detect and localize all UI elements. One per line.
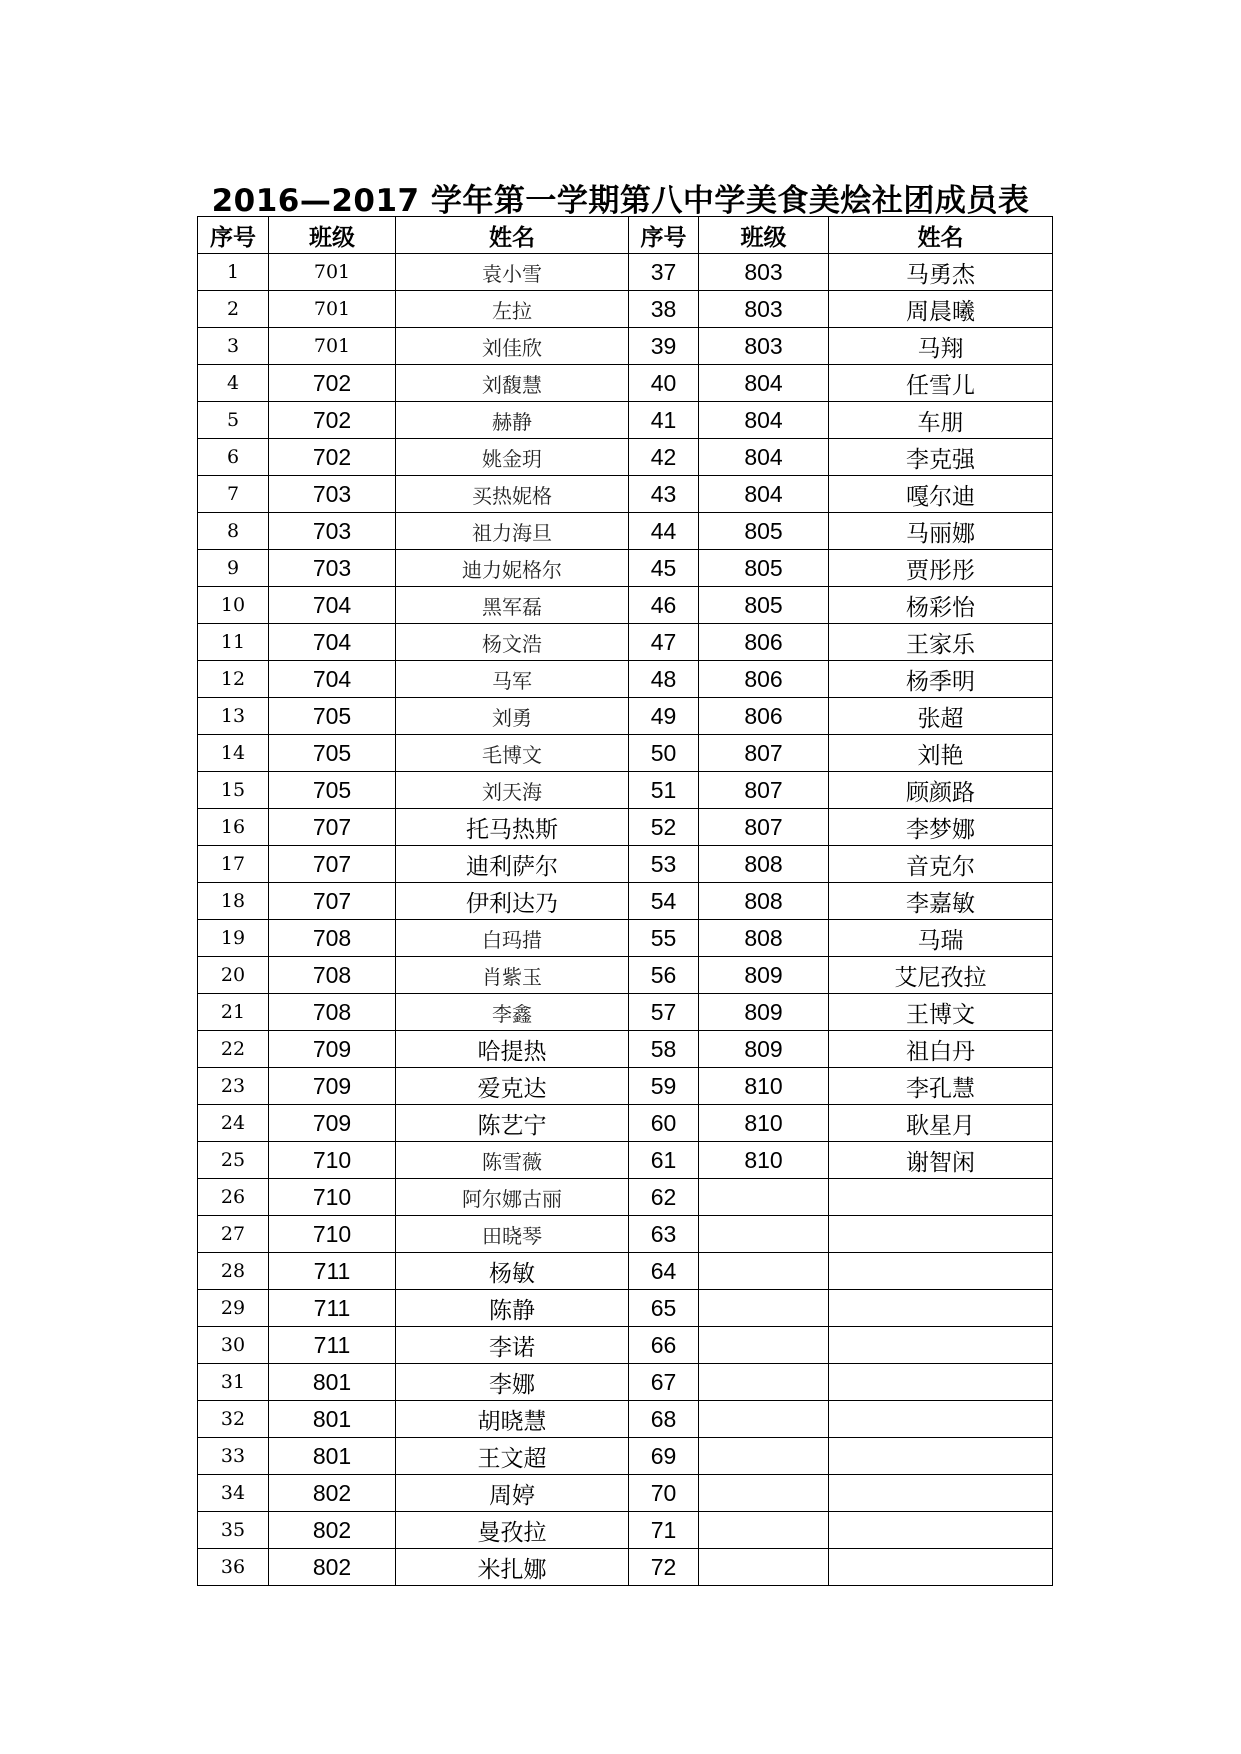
class-cell: 802 bbox=[269, 1475, 396, 1512]
seq-cell: 12 bbox=[198, 661, 269, 698]
seq-cell-right: 67 bbox=[629, 1364, 699, 1401]
name-cell-right: 音克尔 bbox=[829, 846, 1053, 883]
seq-cell: 3 bbox=[198, 328, 269, 365]
table-row bbox=[198, 1068, 1053, 1105]
class-cell-right: 803 bbox=[699, 328, 829, 365]
seq-cell: 27 bbox=[198, 1216, 269, 1253]
name-cell: 迪利萨尔 bbox=[396, 846, 629, 883]
seq-cell-right: 72 bbox=[629, 1549, 699, 1586]
name-cell: 李娜 bbox=[396, 1364, 629, 1401]
seq-cell-right: 53 bbox=[629, 846, 699, 883]
name-cell-right: 王博文 bbox=[829, 994, 1053, 1031]
table-row bbox=[198, 1142, 1053, 1179]
class-cell: 703 bbox=[269, 550, 396, 587]
class-cell-right: 803 bbox=[699, 291, 829, 328]
table-row bbox=[198, 1364, 1053, 1401]
class-cell: 801 bbox=[269, 1401, 396, 1438]
seq-cell-right: 47 bbox=[629, 624, 699, 661]
table-row bbox=[198, 1031, 1053, 1068]
document-title: 2016—2017 学年第一学期第八中学美食美烩社团成员表 bbox=[211, 182, 1030, 219]
name-cell: 左拉 bbox=[396, 291, 629, 328]
table-row bbox=[198, 1401, 1053, 1438]
header-seq-left: 序号 bbox=[198, 217, 269, 254]
seq-cell-right: 57 bbox=[629, 994, 699, 1031]
class-cell: 707 bbox=[269, 846, 396, 883]
class-cell: 708 bbox=[269, 957, 396, 994]
class-cell: 711 bbox=[269, 1327, 396, 1364]
class-cell: 702 bbox=[269, 402, 396, 439]
seq-cell-right: 52 bbox=[629, 809, 699, 846]
class-cell-right bbox=[699, 1401, 829, 1438]
seq-cell: 33 bbox=[198, 1438, 269, 1475]
table-row bbox=[198, 920, 1053, 957]
name-cell: 买热妮格 bbox=[396, 476, 629, 513]
table-row bbox=[198, 957, 1053, 994]
seq-cell: 6 bbox=[198, 439, 269, 476]
table-header-row bbox=[198, 217, 1053, 254]
name-cell: 刘馥慧 bbox=[396, 365, 629, 402]
seq-cell-right: 71 bbox=[629, 1512, 699, 1549]
name-cell-right bbox=[829, 1512, 1053, 1549]
class-cell-right: 805 bbox=[699, 513, 829, 550]
seq-cell: 1 bbox=[198, 254, 269, 291]
class-cell: 710 bbox=[269, 1216, 396, 1253]
class-cell-right: 808 bbox=[699, 846, 829, 883]
name-cell: 赫静 bbox=[396, 402, 629, 439]
class-cell: 802 bbox=[269, 1512, 396, 1549]
class-cell-right: 810 bbox=[699, 1142, 829, 1179]
table-row bbox=[198, 661, 1053, 698]
class-cell: 802 bbox=[269, 1549, 396, 1586]
name-cell-right: 谢智闲 bbox=[829, 1142, 1053, 1179]
seq-cell: 13 bbox=[198, 698, 269, 735]
table-row bbox=[198, 439, 1053, 476]
seq-cell: 5 bbox=[198, 402, 269, 439]
table-row bbox=[198, 587, 1053, 624]
seq-cell: 21 bbox=[198, 994, 269, 1031]
name-cell: 曼孜拉 bbox=[396, 1512, 629, 1549]
class-cell-right: 809 bbox=[699, 1031, 829, 1068]
class-cell: 707 bbox=[269, 883, 396, 920]
table-row bbox=[198, 1512, 1053, 1549]
name-cell-right: 贾彤彤 bbox=[829, 550, 1053, 587]
table-row bbox=[198, 1253, 1053, 1290]
class-cell-right: 804 bbox=[699, 476, 829, 513]
class-cell: 703 bbox=[269, 513, 396, 550]
class-cell: 711 bbox=[269, 1253, 396, 1290]
seq-cell: 29 bbox=[198, 1290, 269, 1327]
class-cell-right: 804 bbox=[699, 439, 829, 476]
class-cell-right: 804 bbox=[699, 365, 829, 402]
table-row bbox=[198, 1438, 1053, 1475]
name-cell-right: 马勇杰 bbox=[829, 254, 1053, 291]
name-cell-right: 刘艳 bbox=[829, 735, 1053, 772]
seq-cell: 19 bbox=[198, 920, 269, 957]
class-cell: 701 bbox=[269, 291, 396, 328]
seq-cell-right: 45 bbox=[629, 550, 699, 587]
seq-cell: 36 bbox=[198, 1549, 269, 1586]
name-cell-right bbox=[829, 1438, 1053, 1475]
name-cell-right bbox=[829, 1327, 1053, 1364]
table-row bbox=[198, 772, 1053, 809]
class-cell-right: 807 bbox=[699, 735, 829, 772]
seq-cell-right: 55 bbox=[629, 920, 699, 957]
class-cell-right: 810 bbox=[699, 1105, 829, 1142]
name-cell-right bbox=[829, 1179, 1053, 1216]
table-row bbox=[198, 883, 1053, 920]
seq-cell-right: 39 bbox=[629, 328, 699, 365]
class-cell-right: 809 bbox=[699, 994, 829, 1031]
name-cell-right bbox=[829, 1401, 1053, 1438]
class-cell-right bbox=[699, 1364, 829, 1401]
seq-cell-right: 59 bbox=[629, 1068, 699, 1105]
name-cell-right: 杨季明 bbox=[829, 661, 1053, 698]
member-table bbox=[197, 216, 1053, 1586]
class-cell: 704 bbox=[269, 587, 396, 624]
class-cell: 701 bbox=[269, 328, 396, 365]
table-row bbox=[198, 476, 1053, 513]
name-cell: 祖力海旦 bbox=[396, 513, 629, 550]
name-cell: 陈雪薇 bbox=[396, 1142, 629, 1179]
name-cell-right: 杨彩怡 bbox=[829, 587, 1053, 624]
class-cell-right bbox=[699, 1438, 829, 1475]
class-cell-right: 810 bbox=[699, 1068, 829, 1105]
name-cell: 白玛措 bbox=[396, 920, 629, 957]
header-class-left: 班级 bbox=[269, 217, 396, 254]
name-cell: 胡晓慧 bbox=[396, 1401, 629, 1438]
table-row bbox=[198, 1105, 1053, 1142]
table-row bbox=[198, 328, 1053, 365]
class-cell-right: 806 bbox=[699, 661, 829, 698]
header-name-left: 姓名 bbox=[396, 217, 629, 254]
table-row bbox=[198, 994, 1053, 1031]
name-cell: 李诺 bbox=[396, 1327, 629, 1364]
class-cell: 709 bbox=[269, 1068, 396, 1105]
class-cell: 702 bbox=[269, 365, 396, 402]
name-cell: 哈提热 bbox=[396, 1031, 629, 1068]
name-cell: 阿尔娜古丽 bbox=[396, 1179, 629, 1216]
seq-cell-right: 54 bbox=[629, 883, 699, 920]
class-cell: 703 bbox=[269, 476, 396, 513]
seq-cell: 22 bbox=[198, 1031, 269, 1068]
name-cell-right: 张超 bbox=[829, 698, 1053, 735]
seq-cell: 9 bbox=[198, 550, 269, 587]
class-cell-right: 808 bbox=[699, 883, 829, 920]
seq-cell: 10 bbox=[198, 587, 269, 624]
name-cell-right: 马瑞 bbox=[829, 920, 1053, 957]
table-row bbox=[198, 291, 1053, 328]
name-cell-right: 李梦娜 bbox=[829, 809, 1053, 846]
header-class-right: 班级 bbox=[699, 217, 829, 254]
table-row bbox=[198, 846, 1053, 883]
name-cell: 姚金玥 bbox=[396, 439, 629, 476]
class-cell-right: 804 bbox=[699, 402, 829, 439]
name-cell: 爱克达 bbox=[396, 1068, 629, 1105]
name-cell: 马军 bbox=[396, 661, 629, 698]
seq-cell: 14 bbox=[198, 735, 269, 772]
class-cell-right: 806 bbox=[699, 624, 829, 661]
seq-cell-right: 37 bbox=[629, 254, 699, 291]
class-cell-right bbox=[699, 1216, 829, 1253]
table-row bbox=[198, 365, 1053, 402]
name-cell: 杨文浩 bbox=[396, 624, 629, 661]
class-cell: 702 bbox=[269, 439, 396, 476]
table-body bbox=[198, 254, 1053, 1586]
name-cell: 托马热斯 bbox=[396, 809, 629, 846]
seq-cell: 7 bbox=[198, 476, 269, 513]
seq-cell-right: 60 bbox=[629, 1105, 699, 1142]
name-cell: 陈静 bbox=[396, 1290, 629, 1327]
class-cell: 709 bbox=[269, 1105, 396, 1142]
seq-cell-right: 65 bbox=[629, 1290, 699, 1327]
seq-cell-right: 46 bbox=[629, 587, 699, 624]
table-row bbox=[198, 1290, 1053, 1327]
seq-cell-right: 44 bbox=[629, 513, 699, 550]
class-cell-right: 803 bbox=[699, 254, 829, 291]
name-cell: 田晓琴 bbox=[396, 1216, 629, 1253]
name-cell: 周婷 bbox=[396, 1475, 629, 1512]
class-cell-right: 807 bbox=[699, 809, 829, 846]
seq-cell: 8 bbox=[198, 513, 269, 550]
seq-cell-right: 58 bbox=[629, 1031, 699, 1068]
name-cell: 李鑫 bbox=[396, 994, 629, 1031]
name-cell-right: 祖白丹 bbox=[829, 1031, 1053, 1068]
table-row bbox=[198, 809, 1053, 846]
table-row bbox=[198, 254, 1053, 291]
class-cell-right bbox=[699, 1512, 829, 1549]
seq-cell: 32 bbox=[198, 1401, 269, 1438]
seq-cell: 34 bbox=[198, 1475, 269, 1512]
name-cell: 刘佳欣 bbox=[396, 328, 629, 365]
seq-cell-right: 69 bbox=[629, 1438, 699, 1475]
class-cell: 704 bbox=[269, 624, 396, 661]
class-cell: 801 bbox=[269, 1438, 396, 1475]
seq-cell: 11 bbox=[198, 624, 269, 661]
class-cell-right: 807 bbox=[699, 772, 829, 809]
name-cell-right: 任雪儿 bbox=[829, 365, 1053, 402]
name-cell-right: 顾颜路 bbox=[829, 772, 1053, 809]
name-cell-right: 王家乐 bbox=[829, 624, 1053, 661]
name-cell: 陈艺宁 bbox=[396, 1105, 629, 1142]
class-cell: 710 bbox=[269, 1142, 396, 1179]
class-cell-right: 805 bbox=[699, 550, 829, 587]
class-cell: 705 bbox=[269, 735, 396, 772]
name-cell-right bbox=[829, 1475, 1053, 1512]
table-row bbox=[198, 1327, 1053, 1364]
seq-cell: 23 bbox=[198, 1068, 269, 1105]
table-row bbox=[198, 550, 1053, 587]
seq-cell: 15 bbox=[198, 772, 269, 809]
seq-cell-right: 68 bbox=[629, 1401, 699, 1438]
class-cell-right: 805 bbox=[699, 587, 829, 624]
table-row bbox=[198, 698, 1053, 735]
class-cell-right: 806 bbox=[699, 698, 829, 735]
class-cell-right bbox=[699, 1549, 829, 1586]
class-cell: 709 bbox=[269, 1031, 396, 1068]
seq-cell: 35 bbox=[198, 1512, 269, 1549]
class-cell-right bbox=[699, 1475, 829, 1512]
name-cell: 伊利达乃 bbox=[396, 883, 629, 920]
name-cell-right bbox=[829, 1364, 1053, 1401]
seq-cell-right: 63 bbox=[629, 1216, 699, 1253]
class-cell: 708 bbox=[269, 994, 396, 1031]
seq-cell: 26 bbox=[198, 1179, 269, 1216]
seq-cell: 25 bbox=[198, 1142, 269, 1179]
seq-cell: 30 bbox=[198, 1327, 269, 1364]
name-cell: 袁小雪 bbox=[396, 254, 629, 291]
name-cell-right bbox=[829, 1290, 1053, 1327]
seq-cell-right: 49 bbox=[629, 698, 699, 735]
class-cell: 708 bbox=[269, 920, 396, 957]
class-cell: 705 bbox=[269, 772, 396, 809]
seq-cell-right: 41 bbox=[629, 402, 699, 439]
seq-cell-right: 48 bbox=[629, 661, 699, 698]
name-cell: 刘天海 bbox=[396, 772, 629, 809]
class-cell-right bbox=[699, 1327, 829, 1364]
seq-cell-right: 61 bbox=[629, 1142, 699, 1179]
name-cell: 刘勇 bbox=[396, 698, 629, 735]
class-cell: 711 bbox=[269, 1290, 396, 1327]
header-seq-right: 序号 bbox=[629, 217, 699, 254]
class-cell: 701 bbox=[269, 254, 396, 291]
name-cell-right: 马翔 bbox=[829, 328, 1053, 365]
seq-cell-right: 42 bbox=[629, 439, 699, 476]
class-cell: 801 bbox=[269, 1364, 396, 1401]
seq-cell-right: 51 bbox=[629, 772, 699, 809]
name-cell-right bbox=[829, 1253, 1053, 1290]
table-row bbox=[198, 1549, 1053, 1586]
table-row bbox=[198, 513, 1053, 550]
seq-cell-right: 62 bbox=[629, 1179, 699, 1216]
name-cell-right: 李克强 bbox=[829, 439, 1053, 476]
seq-cell: 28 bbox=[198, 1253, 269, 1290]
name-cell: 黑军磊 bbox=[396, 587, 629, 624]
class-cell: 704 bbox=[269, 661, 396, 698]
seq-cell-right: 43 bbox=[629, 476, 699, 513]
name-cell: 迪力妮格尔 bbox=[396, 550, 629, 587]
seq-cell-right: 38 bbox=[629, 291, 699, 328]
table-row bbox=[198, 1475, 1053, 1512]
name-cell-right: 李嘉敏 bbox=[829, 883, 1053, 920]
seq-cell-right: 66 bbox=[629, 1327, 699, 1364]
table-row bbox=[198, 624, 1053, 661]
seq-cell: 17 bbox=[198, 846, 269, 883]
name-cell-right: 周晨曦 bbox=[829, 291, 1053, 328]
seq-cell: 16 bbox=[198, 809, 269, 846]
table-row bbox=[198, 1216, 1053, 1253]
class-cell-right bbox=[699, 1253, 829, 1290]
class-cell-right: 809 bbox=[699, 957, 829, 994]
seq-cell-right: 40 bbox=[629, 365, 699, 402]
seq-cell: 31 bbox=[198, 1364, 269, 1401]
seq-cell-right: 70 bbox=[629, 1475, 699, 1512]
name-cell-right: 嘎尔迪 bbox=[829, 476, 1053, 513]
table-row bbox=[198, 735, 1053, 772]
seq-cell: 4 bbox=[198, 365, 269, 402]
class-cell-right: 808 bbox=[699, 920, 829, 957]
class-cell-right bbox=[699, 1179, 829, 1216]
seq-cell: 20 bbox=[198, 957, 269, 994]
class-cell: 705 bbox=[269, 698, 396, 735]
class-cell: 710 bbox=[269, 1179, 396, 1216]
class-cell: 707 bbox=[269, 809, 396, 846]
seq-cell-right: 50 bbox=[629, 735, 699, 772]
seq-cell: 18 bbox=[198, 883, 269, 920]
seq-cell: 24 bbox=[198, 1105, 269, 1142]
name-cell: 米扎娜 bbox=[396, 1549, 629, 1586]
header-name-right: 姓名 bbox=[829, 217, 1053, 254]
seq-cell: 2 bbox=[198, 291, 269, 328]
name-cell-right: 车朋 bbox=[829, 402, 1053, 439]
name-cell-right: 马丽娜 bbox=[829, 513, 1053, 550]
name-cell: 王文超 bbox=[396, 1438, 629, 1475]
table-row bbox=[198, 1179, 1053, 1216]
name-cell-right: 艾尼孜拉 bbox=[829, 957, 1053, 994]
table-row bbox=[198, 402, 1053, 439]
name-cell-right: 耿星月 bbox=[829, 1105, 1053, 1142]
name-cell: 杨敏 bbox=[396, 1253, 629, 1290]
class-cell-right bbox=[699, 1290, 829, 1327]
name-cell-right: 李孔慧 bbox=[829, 1068, 1053, 1105]
seq-cell-right: 56 bbox=[629, 957, 699, 994]
name-cell-right bbox=[829, 1549, 1053, 1586]
seq-cell-right: 64 bbox=[629, 1253, 699, 1290]
name-cell-right bbox=[829, 1216, 1053, 1253]
name-cell: 肖紫玉 bbox=[396, 957, 629, 994]
name-cell: 毛博文 bbox=[396, 735, 629, 772]
